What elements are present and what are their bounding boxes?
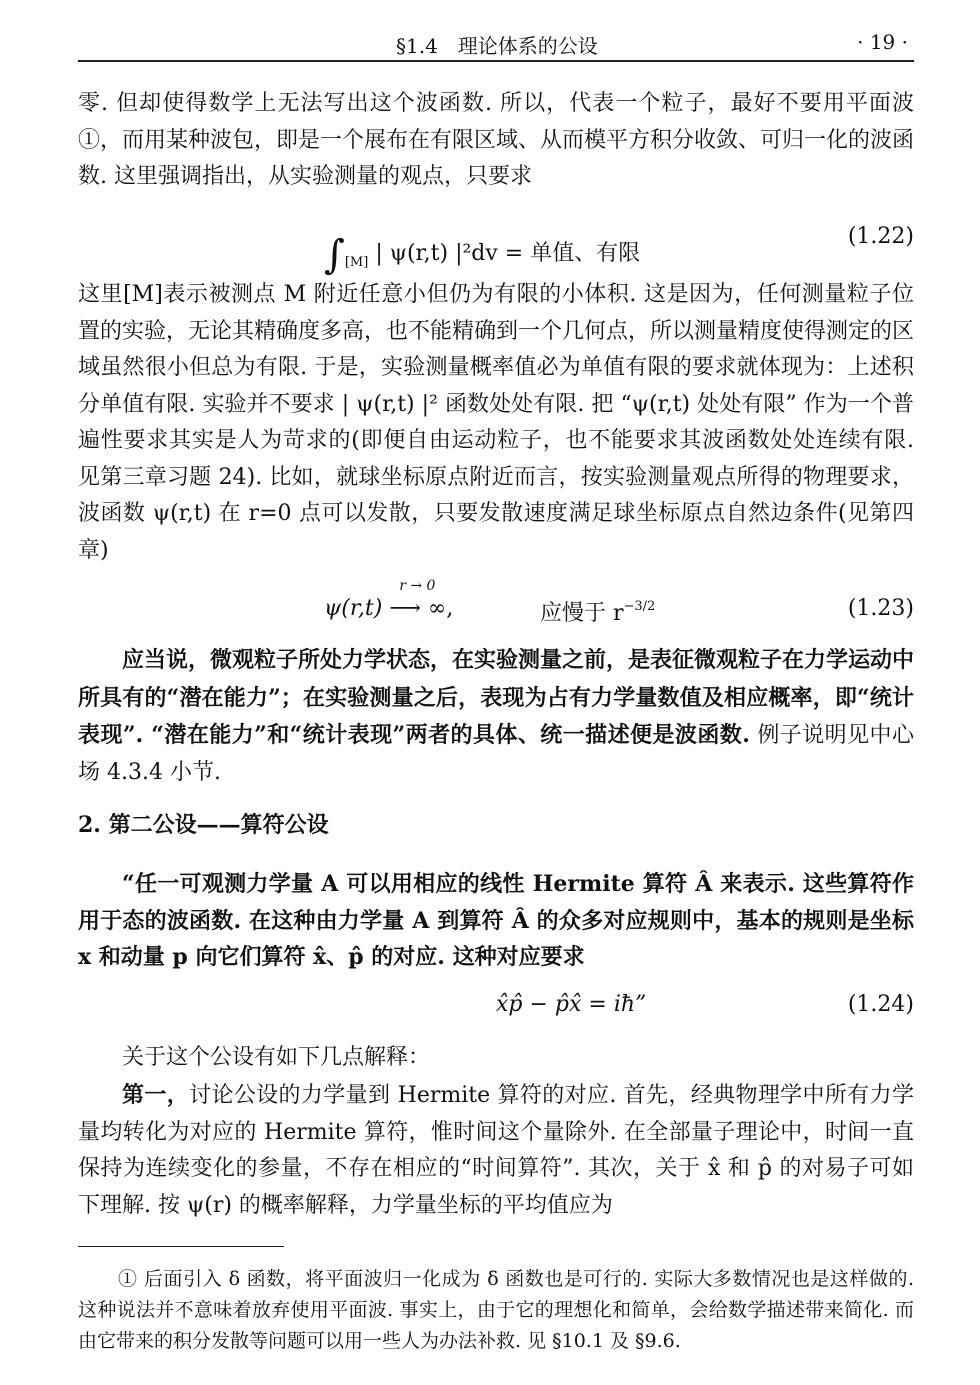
paragraph-2: 这里[M]表示被测点 M 附近任意小但仍为有限的小体积. 这是因为，任何测量粒子位置的实验，无论其精确度多高，也不能精确到一个几何点，所以测量精度使得测定的区域虽然很小但总为有限. 于是，实验测量概率值必为单值有限的要求就体现为：上述积分单值有限. 实验并不要求 | ψ(r,t) |² 函数处处有限. 把 “ψ(r,t) 处处有限” 作为一个普遍性要求其实是人为苛求的(即便自由运动粒子，也不能要求其波函数处处连续有限. 见第三章习题 24). 比如，就球坐标原点附近而言，按实验测量观点所得的物理要求，波函数 ψ(r,t) 在 r=0 点可以发散，只要发散速度满足球坐标原点自然边条件(见第四章) xyxy=(78,282,915,563)
paragraph-3-bold: 应当说，微观粒子所处力学状态，在实验测量之前，是表征微观粒子在力学运动中所具有的“潜在能力”；在实验测量之后，表现为占有力学量数值及相应概率，即“统计表现”. “潜在能力”和“统计表现”两者的具体、统一描述便是波函数. xyxy=(78,647,915,748)
equation-number-1-23: (1.23) xyxy=(847,596,914,621)
condition-text: 应慢于 r xyxy=(540,601,624,626)
paragraph-5: 关于这个公设有如下几点解释： xyxy=(122,1045,431,1070)
paragraph-4: “任一可观测力学量 A 可以用相应的线性 Hermite 算符 Â 来表示. 这些算符作用于态的波函数. 在这种由力学量 A 到算符 Â 的众多对应规则中，基本的规则是坐标 x 和动量 p 向它们算符 x̂、p̂ 的对应. 这种对应要求 xyxy=(78,871,914,970)
section-heading-2: 2. 第二公设——算符公设 xyxy=(78,812,329,838)
equation-1-22-body xyxy=(324,224,641,278)
equation-number-1-24: (1.24) xyxy=(847,992,914,1017)
equation-1-24 xyxy=(78,988,914,1028)
footnote-1: ① 后面引入 δ 函数，将平面波归一化成为 δ 函数也是可行的. 实际大多数情况也是这样做的. 这种说法并不意味着放弃使用平面波. 事实上，由于它的理想化和简单，会给数学描述带来简化. 而由它带来的积分发散等问题可以用一些人为办法补救. 见 §10.1 及 §9.6. xyxy=(78,1268,914,1352)
equation-1-24-expression: x̂p̂ − p̂x̂ = iħ” xyxy=(496,992,647,1017)
equation-1-23-condition xyxy=(540,596,655,627)
paragraph-6-lead: 第一， xyxy=(122,1082,190,1108)
section-title: §1.4 理论体系的公设 xyxy=(396,34,598,58)
limit-arrow xyxy=(389,578,454,621)
equation-1-23-lhs: ψ(r,t) xyxy=(324,596,383,621)
integration-domain: [M] xyxy=(344,255,369,270)
paragraph-3 xyxy=(78,642,914,791)
equation-number-1-22: (1.22) xyxy=(847,224,914,249)
paragraph-6-body: 讨论公设的力学量到 Hermite 算符的对应. 首先，经典物理学中所有力学量均转化为对应的 Hermite 算符，惟时间这个量除外. 在全部量子理论中，时间一直保持为连续变化的参量，不存在相应的“时间算符”. 其次，关于 x̂ 和 p̂ 的对易子可如下理解. 按 ψ(r) 的概率解释，力学量坐标的平均值应为 xyxy=(78,1083,914,1218)
condition-exponent: −3/2 xyxy=(623,599,656,614)
page-number: · 19 · xyxy=(857,30,908,54)
equation-1-23-body xyxy=(324,578,454,621)
paragraph-6 xyxy=(78,1077,914,1224)
equation-1-23 xyxy=(78,578,914,632)
integral-sign: ∫ xyxy=(324,232,345,278)
paragraph-3-tail: 例子说明见中心场 4.3.4 小节. xyxy=(78,723,914,785)
equation-1-22-expression: | ψ(r,t) |²dv = 单值、有限 xyxy=(375,241,641,266)
running-header xyxy=(78,24,914,62)
equation-1-22 xyxy=(78,220,914,278)
arrow-infinity: ⟶ ∞, xyxy=(389,596,454,621)
footnote-divider xyxy=(78,1246,284,1247)
limit-label: r → 0 xyxy=(399,578,436,594)
paragraph-1: 零. 但却使得数学上无法写出这个波函数. 所以，代表一个粒子，最好不要用平面波①，而用某种波包，即是一个展布在有限区域、从而模平方积分收敛、可归一化的波函数. 这里强调指出，从实验测量的观点，只要求 xyxy=(78,91,915,189)
